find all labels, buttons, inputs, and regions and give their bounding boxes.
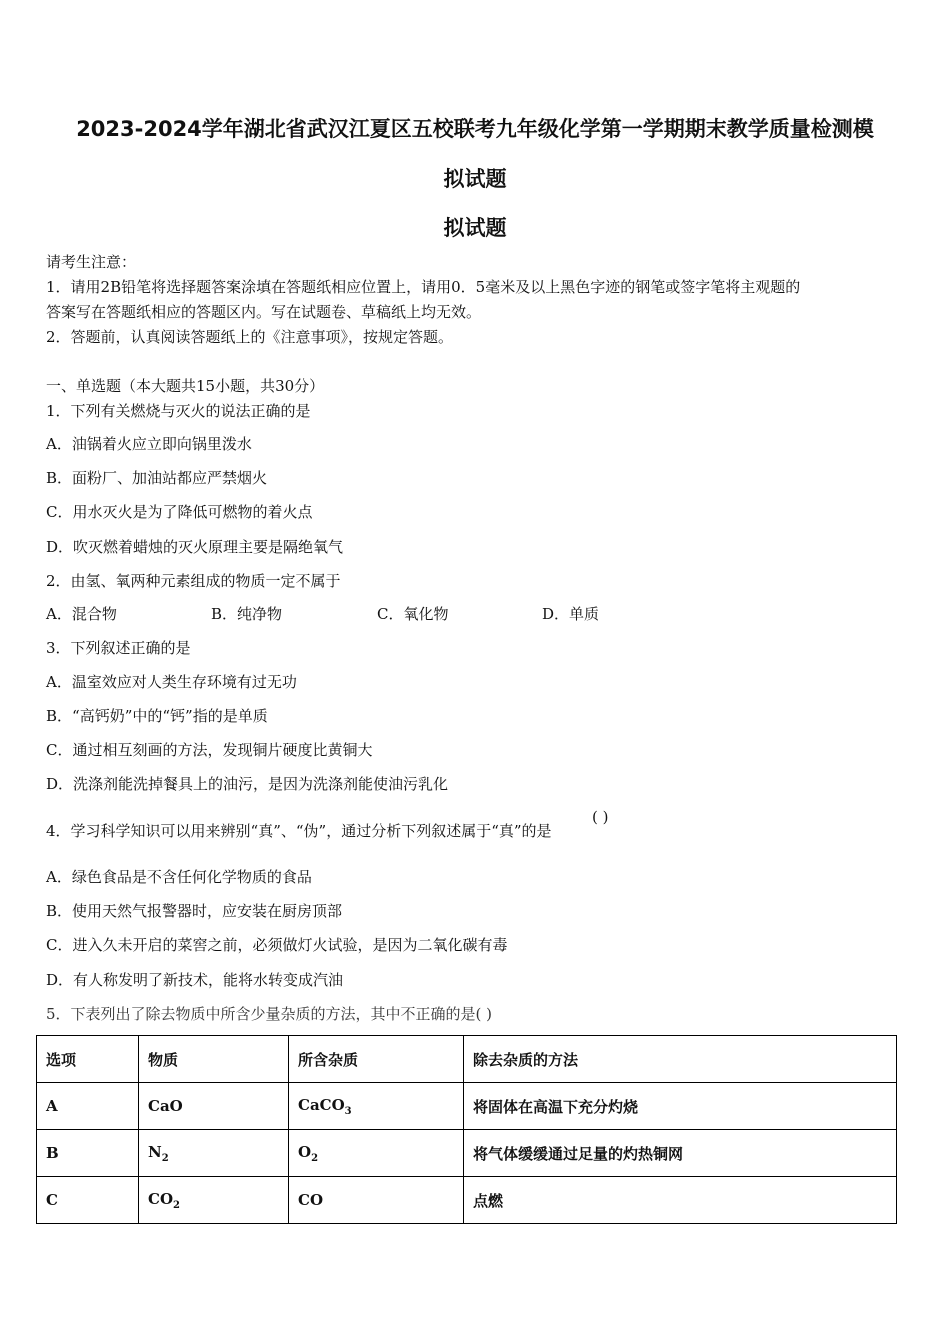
q4-answer-paren: ( ) xyxy=(592,808,609,826)
page-subtitle: 拟试题 xyxy=(443,216,507,240)
notice-item-1: 1．请用2B铅笔将选择题答案涂填在答题纸相应位置上，请用0．5毫米及以上黑色字迹的钢笔或签字笔将主观题的 xyxy=(46,278,801,296)
q1-option-c: C．用水灭火是为了降低可燃物的着火点 xyxy=(46,503,313,521)
table-cell: CaO xyxy=(139,1083,289,1130)
table-cell: C xyxy=(37,1177,139,1224)
q1-option-a: A．油锅着火应立即向锅里泼水 xyxy=(46,435,252,453)
table-cell: CO xyxy=(289,1177,464,1224)
q2-options xyxy=(46,604,599,624)
page-title-continued: 拟试题 xyxy=(443,167,507,191)
table-cell: $N_2$ xyxy=(139,1130,289,1177)
table-cell: A xyxy=(37,1083,139,1130)
table-cell: B xyxy=(37,1130,139,1177)
table-row xyxy=(37,1130,897,1177)
q2-option-d: D．单质 xyxy=(542,605,600,623)
table-header: 选项 xyxy=(37,1036,139,1083)
q2-option-a: A．混合物 xyxy=(46,605,117,623)
section-heading: 一、单选题（本大题共15小题，共30分） xyxy=(46,377,325,395)
notice-heading: 请考生注意： xyxy=(46,253,137,271)
q2-stem: 2．由氢、氧两种元素组成的物质一定不属于 xyxy=(46,572,341,590)
q4-stem: 4．学习科学知识可以用来辨别“真”、“伪”，通过分析下列叙述属于“真”的是 xyxy=(46,822,552,840)
table-header: 物质 xyxy=(139,1036,289,1083)
table-header: 所含杂质 xyxy=(289,1036,464,1083)
q3-option-b: B．“高钙奶”中的“钙”指的是单质 xyxy=(46,707,268,725)
q4-option-b: B．使用天然气报警器时，应安装在厨房顶部 xyxy=(46,902,343,920)
notice-item-2: 2．答题前，认真阅读答题纸上的《注意事项》，按规定答题。 xyxy=(46,328,454,346)
table-row xyxy=(37,1177,897,1224)
page-title: 2023-2024学年湖北省武汉江夏区五校联考九年级化学第一学期期末教学质量检测模 xyxy=(76,117,874,141)
q3-option-d: D．洗涤剂能洗掉餐具上的油污，是因为洗涤剂能使油污乳化 xyxy=(46,775,449,793)
table-cell: 将气体缓缓通过足量的灼热铜网 xyxy=(464,1130,897,1177)
q2-option-b: B．纯净物 xyxy=(211,605,283,623)
table-row xyxy=(37,1083,897,1130)
q1-stem: 1．下列有关燃烧与灭火的说法正确的是 xyxy=(46,402,311,420)
table-cell: 将固体在高温下充分灼烧 xyxy=(464,1083,897,1130)
q4-option-d: D．有人称发明了新技术，能将水转变成汽油 xyxy=(46,971,344,989)
table-header-row xyxy=(37,1036,897,1083)
q4-option-a: A．绿色食品是不含任何化学物质的食品 xyxy=(46,868,312,886)
q3-option-a: A．温室效应对人类生存环境有过无功 xyxy=(46,673,297,691)
q3-stem: 3．下列叙述正确的是 xyxy=(46,639,191,657)
q2-option-c: C．氧化物 xyxy=(377,605,449,623)
table-cell: CaCO$_3$ xyxy=(289,1083,464,1130)
table-cell: $CO_2$ xyxy=(139,1177,289,1224)
notice-item-1-cont: 答案写在答题纸相应的答题区内。写在试题卷、草稿纸上均无效。 xyxy=(46,303,482,321)
q5-table xyxy=(36,1035,897,1224)
q5-stem: 5．下表列出了除去物质中所含少量杂质的方法，其中不正确的是( ) xyxy=(46,1005,493,1023)
q3-option-c: C．通过相互刻画的方法，发现铜片硬度比黄铜大 xyxy=(46,741,373,759)
table-cell: $O_2$ xyxy=(289,1130,464,1177)
q4-option-c: C．进入久未开启的菜窖之前，必须做灯火试验，是因为二氧化碳有毒 xyxy=(46,936,508,954)
q1-option-d: D．吹灭燃着蜡烛的灭火原理主要是隔绝氧气 xyxy=(46,538,344,556)
q1-option-b: B．面粉厂、加油站都应严禁烟火 xyxy=(46,469,268,487)
table-header: 除去杂质的方法 xyxy=(464,1036,897,1083)
table-cell: 点燃 xyxy=(464,1177,897,1224)
